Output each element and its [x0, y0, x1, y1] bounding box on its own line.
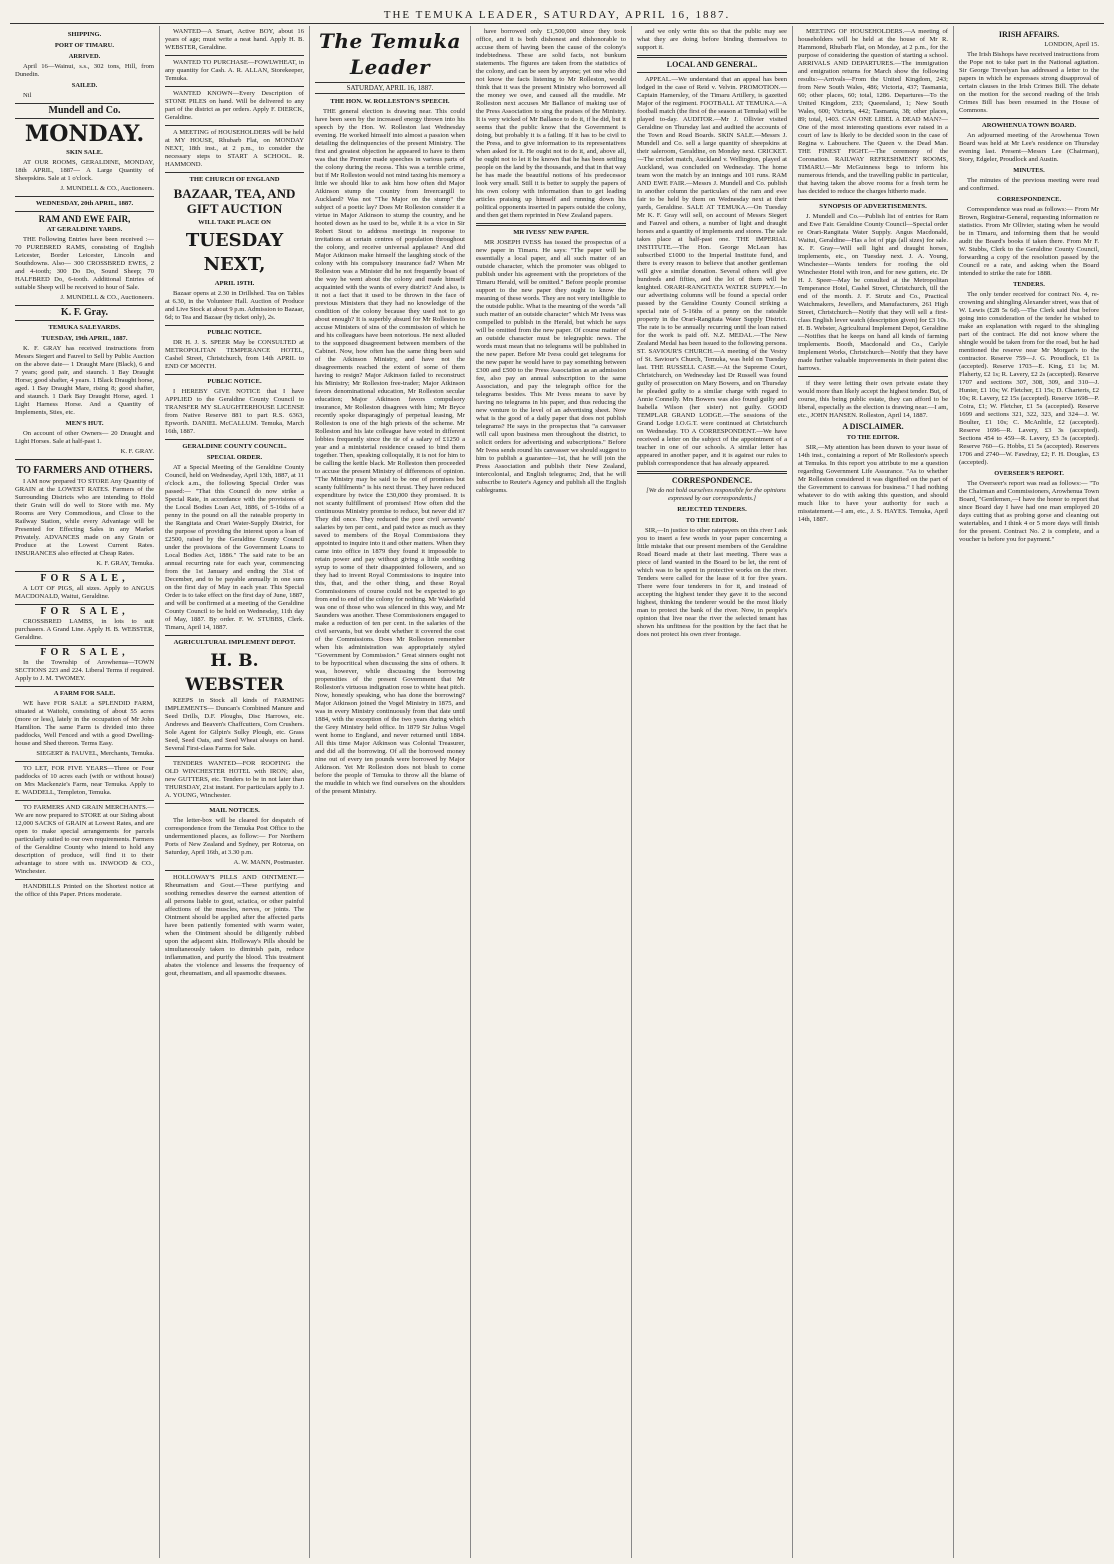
geraldine-yards: AT GERALDINE YARDS.	[46, 226, 123, 233]
householders-meeting-ad: A MEETING of HOUSEHOLDERS will be held at MY HOUSE, Rhubarb Flat, on MONDAY NEXT, 18th inst., at 2 p.m., to consider the necessary steps to START A SCHOOL. R. HAMMOND.	[165, 129, 304, 168]
column-6	[793, 26, 954, 1558]
to-let-text: TO LET, FOR FIVE YEARS—Three or Four paddocks of 10 acres each (with or without house) on Mrs Mackenzie's Farm, near Temuka. Apply to E. WADDELL, Templeton, Temuka.	[15, 765, 154, 796]
local-general-text: APPEAL.—We understand that an appeal has been lodged in the case of Reid v. Velvin. PROMOTION.—Captain Hamersley, of the Timaru Artillery, is gazetted Major of the regiment. FOOTBALL AT TEMUKA.—A football match (the first of the season at Temuka) will be played to-day. AUDITOR.—Mr J. Ollivier visited Geraldine on Thursday last and audited the accounts of the Town and Road Boards. SKIN SALE.—Messrs J. Mundell and Co. sell a large quantity of sheepskins at their saleroom, Geraldine, on Monday next. CRICKET.—The cricket match, Auckland v. Wellington, played at Auckland, was concluded on Wednesday. The home team won the match by an innings and 101 runs. RAM AND EWE FAIR.—Messrs J. Mundell and Co. publish in another column the particulars of the ram and ewe fair to be held by them on Wednesday next at their yards, Geraldine. SALE AT TEMUKA.—On Tuesday Mr K. F. Gray will sell, on account of Messrs Siegert and Fauvel and others, a number of light and draught horses and a quantity of implements and stores. The sale takes place at half-past one. THE IMPERIAL INSTITUTE.—The Hon. George McLean has subscribed £1000 to the Imperial Institute fund, and there is every reason to believe that another gentleman will give a similar donation. Several others will give hundreds and fifties, and the lot of them will be knighted. ORARI-RANGITATA WATER SUPPLY.—In our advertising columns will be found a special order passed by the Geraldine County Council striking a special rate of 5-16ths of a penny on the rateable property in the Orari-Rangitata Water Supply District. The rate is to be annually recurring until the loan raised for the work is paid off. N.Z. MEDAL.—The New Zealand Medal has been issued to the following persons. ST. SAVIOUR'S CHURCH.—A meeting of the Vestry of St. Saviour's Church, Temuka, was held on Tuesday last. THE RUSSELL CASE.—At the Supreme Court, Christchurch, on Wednesday last Dr Russell was found guilty of prosecution on Mary Bowers, and on Thursday he pleaded guilty to a similar charge with regard to Annie Connelly. Mrs Bowers was also found guilty and Isabella Wilson (her sister) not guilty. GOOD TEMPLAR GRAND LODGE.—The sessions of the Grand Lodge I.O.G.T. were continued at Christchurch on Wednesday. TO A CORRESPONDENT.—We have received a letter on the subject of the appointment of a teacher in one of our schools. A similar letter has appeared in another paper, and it is against our rules to publish correspondence that has already appeared.	[637, 76, 787, 467]
ivess-article: MR JOSEPH IVESS has issued the prospectus of a new paper in Timaru. He says: "The paper will be essentially a local paper, and all such matter of an outside character, which the promoter was obliged to publish under his agreement with the proprietors of the Timaru Herald, will be omitted." Before people promise support to the new paper they ought to know the meaning of these words. They are not very intelligible to the outside public. What is the meaning of the words "all such matter of an outside character" which Mr Ivess was compelled to publish in the Herald, but which he says will be omitted from the new paper. Of course matter of an outside character must be telegraphic news. The words must mean that no telegrams will be published in the new paper. Before Mr Ivess could get telegrams for the new paper he would have to pay something between £300 and £500 to the Press Association as an admission fee, also pay an annual subscription to the same Association, and pay the telegraph office for the telegrams besides. This Mr Ivess means to save by having no telegrams in his paper, and thus reducing the new venture to the level of an advertising sheet. Now what is the good of a daily paper that does not publish telegrams? He says in the prospectus that "a canvasser will call upon business men throughout the district, to solicit orders for advertising and subscriptions." Before Mr Ivess sends round his canvasser we should suggest to him to publish a guarantee—1st, that he will join the Press Association and publish their New Zealand, intercolonial, and English telegrams; 2nd, that he will subscribe to Reuter's Agency and publish all the English cablegrams.	[476, 239, 626, 494]
ivess-title: MR IVESS' NEW PAPER.	[513, 229, 589, 236]
skin-sale-signature: J. MUNDELL & CO., Auctioneers.	[60, 185, 154, 192]
public-notice-1-heading: PUBLIC NOTICE.	[207, 329, 262, 336]
farmers-heading: TO FARMERS AND OTHERS.	[16, 465, 153, 476]
mail-notices-heading: MAIL NOTICES.	[209, 807, 260, 814]
bazaar-heading: BAZAAR, TEA, AND GIFT AUCTION	[173, 186, 296, 216]
correspondence-note: [We do not hold ourselves responsible for the opinions expressed by our correspondents.]	[646, 487, 786, 502]
column-4	[471, 26, 632, 1558]
sailed-text: Nil	[23, 92, 32, 99]
town-board-text: An adjourned meeting of the Arowhenua Town Board was held at Mr Lee's residence on Thursday evening last. Present—Messrs Lee (Chairman), Story, Edgeler, Proudlock and Austin.	[959, 132, 1099, 163]
church-heading: THE CHURCH OF ENGLAND	[189, 176, 280, 183]
disclaimer-text: SIR,—My attention has been drawn to your issue of 14th inst., containing a report of Mr Rolleston's speech at Temuka. In this report you attribute to me a question regarding Government Life Assurance. "As to whether Mr Rolleston considered it was dignified on the part of the Government to canvass for business." I had nothing whatever to do with asking this question, and should much like to have your authority for such a misstatement.—I am, etc., J. S. HAYES. Temuka, April 14th, 1887.	[798, 444, 948, 523]
april-19th: APRIL 19TH.	[214, 280, 255, 287]
wanted-boy-ad: WANTED—A Smart, Active BOY, about 16 years of age; must write a neat hand. Apply H. B. WEBSTER, Geraldine.	[165, 28, 304, 51]
farm-sale-text: WE have FOR SALE a SPLENDID FARM, situated at Waitohi, consisting of about 55 acres (more or less), lately in the occupation of Mr John Hamilton. The same Farm is divided into three paddocks, Well Fenced and with a good Dwelling-house and Shed thereon. Terms Easy.	[15, 700, 154, 747]
tuesday-next-heading: TUESDAY NEXT,	[185, 230, 284, 275]
overseer-heading: OVERSEER'S REPORT.	[994, 470, 1064, 477]
columns	[10, 26, 1104, 1558]
overseer-text: The Overseer's report was read as follows:— "To the Chairman and Commissioners, Arowhenua Town Board, "Gentlemen,—I have the honor to report that since Board day I have had one man employed 20 days cutting that as probing gorse and cleaning out watertables, and I think 4 or 5 more days will finish for the present. Contract No. 2 is complete, and a voucher is before you for payment."	[959, 480, 1099, 543]
public-notice-2-text: I HEREBY GIVE NOTICE that I have APPLIED to the Geraldine County Council to TRANSFER MY SLAUGHTERHOUSE LICENSE from Native Reserve 881 to part R.S. 6363, Epworth. DANIEL McCALLUM. Temuka, March 16th, 1887.	[165, 388, 304, 435]
special-order-text: AT a Special Meeting of the Geraldine County Council, held on Wednesday, April 13th, 1887, at 11 o'clock a.m., the following Special Order was passed:— "That this Council do now strike a Special Rate, in accordance with the provisions of the Local Bodies Loan Act, 1886, of 5-16ths of a penny in the pound on all the rateable property in the Rangitata and Orari Water-Supply District, for the purpose of providing the interest upon a loan of £2500, raised by the Geraldine County Council under the provisions of the Government Loans to Local Bodies Act, 1886." The said rate to be an annual recurring rate for each year, commencing from the 1st January and ending the 31st of December, and to be payable annually in one sum on the first day of May in each year. This Special Order is to take effect on the first day of June, 1887, and will be confirmed at a meeting of the Geraldine County Council to be held on Wednesday, 11th day of May, 1887. By order. F. W. STUBBS, Clerk. Timaru, April 14, 1887.	[165, 464, 304, 631]
ram-fair-heading: RAM AND EWE FAIR,	[38, 214, 131, 224]
letter-continued: if they were letting their own private estate they would more than likely accept the highest tender. But, of course, this being public estate, they can afford to be liberal, especially as the election is drawing near.—I am, etc., JOHN HANSEN. Rolleston, April 14, 1887.	[798, 380, 948, 419]
correspondence-heading: CORRESPONDENCE.	[671, 476, 753, 485]
handbills-text: HANDBILLS Printed on the Shortest notice at the office of this Paper. Prices moderate.	[15, 883, 154, 898]
arrived-text: April 16—Wainui, s.s., 302 tons, Hill, from Dunedin.	[15, 63, 154, 78]
column-5	[632, 26, 793, 1558]
tenders-wanted-text: TENDERS WANTED—FOR ROOFING the OLD WINCHESTER HOTEL with IRON; also, new GUTTERS, etc. Tenders to be in not later than THURSDAY, 21st instant. For particulars apply to J. A. YOUNG, Winchester.	[165, 760, 304, 799]
wanted-known-ad: WANTED KNOWN—Every Description of STONE PILES on hand. Will be delivered to any part of the district as per orders. Apply F. DIERCK, Geraldine.	[165, 90, 304, 121]
farmers-signature: K. F. GRAY, Temuka.	[96, 560, 154, 567]
board-correspondence-text: Correspondence was read as follows:— From Mr Brown, Registrar-General, requesting information re statistics. From Mr Ollivier, stating when he would be in Timaru, and informing them that he would audit the Board's books if taken there. From Mr F. W. Stubbs, Clerk to the Geraldine County Council, forwarding a copy of the resolution passed by the Council re a rate, and asking when the Board intended to strike the rate for 1888.	[959, 206, 1099, 277]
mail-notices-text: The letter-box will be cleared for despatch of correspondence from the Temuka Post Office to the undermentioned places, as follow:— For Northern Ports of New Zealand and Sydney, per Rotorua, on Saturday, April 16th, at 3.30 p.m.	[165, 817, 304, 856]
skin-sale-text: AT OUR ROOMS, GERALDINE, MONDAY, 18th APRIL, 1887— A Large Quantity of Sheepskins. Sale at 1 o'clock.	[15, 159, 154, 182]
rejected-tenders-letter: SIR,—In justice to other ratepayers on this river I ask you to insert a few words in your paper concerning a little mistake that our present members of the Geraldine Road Board made at their last meeting. There was a piece of land wanted in the Board to be let, the rent of which was to be spent in protective works on the river. Tenders were called for the lease of it for five years. There were four tenderers in for it, and instead of accepting the highest tender they gave it to the second highest, thinking the tenderer would be the most likely man to protect the bank of the river. Now, in people's opinion that live near the river the selected tenant has shown his unfitness for the position by the fact that he does not protect his own river frontage.	[637, 527, 787, 638]
shipping-title: SHIPPING.	[67, 31, 102, 38]
column-2	[160, 26, 310, 1558]
board-correspondence-heading: CORRESPONDENCE.	[996, 196, 1062, 203]
webster-text: KEEPS in Stock all kinds of FARMING IMPLEMENTS— Duncan's Combined Manure and Seed Drills, D.F. Ploughs, Disc Harrows, etc. Andrews and Beaven's Chaffcutters, Corn Crushers. Sole Agent for Gilpin's Sulky Plough, etc. Grass Seed, Seed Oats, and Seed Wheat always on hand. Several First-class Farms for Sale.	[165, 697, 304, 752]
saleyards-heading: TEMUKA SALEYARDS.	[48, 324, 121, 331]
masthead: The Temuka Leader	[319, 29, 461, 79]
for-sale-3-heading: FOR SALE,	[40, 647, 129, 658]
mens-hut-text: On account of other Owners— 20 Draught and Light Horses. Sale at half-past 1.	[15, 430, 154, 445]
irish-affairs-text: The Irish Bishops have received instructions from the Pope not to take part in the National agitation. Sir George Trevelyan has addressed a letter to the papers in which he expresses strong disapproval of certain clauses in the Irish Crimes Bill. The debate on the motion for the second reading of the Irish Crimes Bill has been resumed in the House of Commons.	[959, 51, 1099, 114]
column-7	[954, 26, 1104, 1558]
holloway-ad: HOLLOWAY'S PILLS AND OINTMENT.—Rheumatism and Gout.—These purifying and soothing remedies deserve the earnest attention of all persons liable to gout, sciatica, or other painful affections of the muscles, nerves, or joints. The Ointment should be applied after the affected parts have been patiently fomented with warm water, when the Ointment should be diligently rubbed upon the adjacent skin. Holloway's Pills should be simultaneously taken to diminish pain, reduce inflammation, and purify the blood. This treatment abates the violence and lessens the frequency of gout, rheumatism, and all spasmodic diseases.	[165, 874, 304, 977]
for-sale-1-text: A LOT OF PIGS, all sizes. Apply to ANGUS MACDONALD, Waitui, Geraldine.	[15, 585, 154, 600]
gray-firm: K. F. Gray.	[60, 307, 109, 318]
ram-fair-text: THE Following Entries have been received :— 70 PUREBRED RAMS, consisting of English Leicester, Border Leicester, Lincoln and Southdowns. Also— 300 CROSSBRED EWES, 2 and 4-tooth; 300 Do Do, Sound Sheep; 70 HALFBRED Do, 6-tooth. Additional Entries of suitable Sheep will be received to hour of Sale.	[15, 236, 154, 291]
for-sale-1-heading: FOR SALE,	[40, 573, 129, 584]
synopsis-text: J. Mundell and Co.—Publish list of entries for Ram and Ewe Fair. Geraldine County Council—Special order re Orari-Rangitata Water Supply. Angus Macdonald, Waitui, Geraldine—Has a lot of pigs (all sizes) for sale. K. F. Gray—Will sell light and draught horses, implements, etc., on Tuesday next. J. A. Young, Winchester—Wants tenders for roofing the old Winchester Hotel with iron, and for new gutters, etc. Dr H. J. Speer—May be consulted at the Metropolitan Temperance Hotel, Cashel Street, Christchurch, till the end of the month. J. F. Strutz and Co., Practical Watchmakers, Jewellers, and Manufacturers, 261 High Street, Christchurch—Notify that they will sell a first-class English lever watch (description given) for £3 10s. H. B. Webster, Agricultural Implement Depot, Geraldine—Notifies that he keeps on hand all kinds of farming implements. Booth, Macdonald and Co., Carlyle Implement Works, Christchurch—Notify that they have made further valuable improvements in their patent disc harrows.	[798, 213, 948, 372]
webster-heading: H. B. WEBSTER	[185, 651, 284, 695]
will-take-place: WILL TAKE PLACE ON	[198, 219, 271, 226]
sailed-heading: SAILED.	[71, 82, 98, 89]
minutes-heading: MINUTES.	[1013, 167, 1045, 174]
to-editor-heading: TO THE EDITOR.	[685, 517, 739, 524]
board-tenders-heading: TENDERS.	[1013, 281, 1045, 288]
port-title: PORT OF TIMARU.	[54, 42, 115, 49]
for-sale-3-text: In the Township of Arowhenua—TOWN SECTIONS 223 and 224. Liberal Terms if required. Apply to J. M. TWOMEY.	[15, 659, 154, 682]
mail-notices-signature: A. W. MANN, Postmaster.	[233, 859, 304, 866]
special-order-heading: SPECIAL ORDER.	[206, 454, 263, 461]
ram-fair-signature: J. MUNDELL & CO., Auctioneers.	[60, 294, 154, 301]
farmers-text: I AM now prepared TO STORE Any Quantity of GRAIN at the LOWEST RATES. Farmers of the Surrounding Districts who are intending to Hold their Grain will do well to Store with me. My Rooms are Very Commodious, and Close to the Railway Station, while every Advantage will be Presented for Effecting Sales in any Market Privately. ADVANCES made on any Grain or Produce at the Lowest Current Rates. INSURANCES also effected at Cheap Rates.	[15, 478, 154, 557]
mens-hut-signature: K. F. GRAY.	[120, 448, 154, 455]
column-1	[10, 26, 160, 1558]
tuesday-heading: TUESDAY, 19th APRIL, 1887.	[41, 335, 128, 342]
ivess-continued: and we only write this so that the public may see what they are doing before binding themselves to support it.	[637, 28, 787, 51]
wanted-purchase-ad: WANTED TO PURCHASE—FOWLWHEAT, in any quantity for Cash. A. R. ALLAN, Storekeeper, Temuka.	[165, 59, 304, 82]
agricultural-depot-heading: AGRICULTURAL IMPLEMENT DEPOT.	[173, 639, 296, 646]
rolleston-title: THE HON. W. ROLLESTON'S SPEECH.	[330, 98, 450, 105]
local-general-heading: LOCAL AND GENERAL.	[666, 60, 758, 69]
town-board-heading: AROWHENUA TOWN BOARD.	[981, 122, 1077, 129]
synopsis-heading: SYNOPSIS OF ADVERTISEMENTS.	[819, 203, 927, 210]
gray-sale-text: K. F. GRAY has received instructions from Messrs Siegert and Fauvel to Sell by Public Auction on the above date— 1 Draught Mare (Black), 6 and 7 years; good pair, and staunch. 1 Bay Draught Horse; good shafter, 4 years. 1 Black Draught horse, aged. 1 Bay Draught Mare, rising 8; good shafter, and staunch. 1 Dark Bay Draught Horse, aged. 1 Light Harness Horse. And a Quantity of Implements, Sties, etc.	[15, 345, 154, 416]
rejected-tenders-heading: REJECTED TENDERS.	[677, 506, 747, 513]
issue-date: SATURDAY, APRIL 16, 1887.	[315, 82, 465, 94]
board-tenders-text: The only tender received for contract No. 4, re-crowning and shingling Alexander street, was that of W. Lewis (£28 5s 6d).—The Clerk said that before going into consideration of the tender he wished to make an explanation with regard to the shingling part of the contract. He did not know where the shingle would be taken from for the road, but he had mentioned the reserve near Mr Morgan's to the contractor. Reserve 759—J. G. Proudlock, £1 1s (accepted). Reserve 1703—E. King, £1 1s; M. Flaherty, £2 1s; R. Lavery, £2 2s (accepted). Reserve 1707 and sections 307, 308, 309, and 310—J. Hunter, £1 10s; W. Fletcher, £1 15s; D. Charteris, £2 10s; R. Lavery, £2 15s (accepted). Reserve 1698—P. Coira, £1; W. Fletcher, £1 5s (accepted). Reserve 1699 and sections 321, 322, 323, and 324—J. W. Boulter, £1 10s; C. McAnlitle, £2 (accepted). Reserve 1696—R. Lavery, £3 3s (accepted). Sections 454 to 459—R. Lavery, £3 3s (accepted). Reserve 760—G. Hobbs, £1 5s (accepted). Reserves 1706 and 2740—W. Fawdray, £2; F. H. Douglas, £3 (accepted).	[959, 291, 1099, 466]
for-sale-2-heading: FOR SALE,	[40, 606, 129, 617]
farm-sale-signature: SIEGERT & FAUVEL, Merchants, Temuka.	[36, 750, 154, 757]
monday-heading: MONDAY.	[24, 121, 145, 147]
public-notice-1-text: DR H. J. S. SPEER May be CONSULTED at METROPOLITAN TEMPERANCE HOTEL, Cashel Street, Christchurch, from 14th APRIL to END OF MONTH.	[165, 339, 304, 370]
council-heading: GERALDINE COUNTY COUNCIL.	[182, 443, 287, 450]
grain-merchants-text: TO FARMERS AND GRAIN MERCHANTS.—We are now prepared to STORE at our Siding about 12,000 SACKS of GRAIN at Lowest Rates, and are open to make special arrangements for parcels particularly suited to our own requirements. Farmers of the Geraldine County who intend to hold any description of produce, will find it to their advantage to store with us. INWOOD & CO., Winchester.	[15, 804, 154, 875]
running-head: THE TEMUKA LEADER, SATURDAY, APRIL 16, 1887.	[10, 6, 1104, 24]
minutes-text: The minutes of the previous meeting were read and confirmed.	[959, 177, 1099, 192]
rolleston-continued: have borrowed only £1,500,000 since they took office, and it is both dishonest and dishonorable to accuse them of having been the cause of the colony's indebtedness. These are solid facts, not bunkum statements. The figures are taken from the statistics of the colony, and can be seen by anyone; yet one who did not know the facts listening to Mr Rolleston, would think that it was the present Ministry who borrowed all the money we owe, and caused all the muddle. Mr Rolleston next accuses Mr Ballance of making use of the Press Association to sing the praises of the Ministry. It is very wicked of Mr Ballance to do it, if he did, but it seems that the public know that the Government is doing, but probably it is a failing. If it has to be civil to the Press, and to give information to its representatives when asked for it. He ought not to do it, and, above all, he ought not to let it be known that he has been settling people on the land by the thousands, and that in that way he has made the beautiful notions of his predecessor look very small. Still it is better to supply the papers of his own colony with information than to get leading articles praising up himself and running down his political opponents inserted in papers outside the colony, and then get them reprinted in New Zealand papers.	[476, 28, 626, 219]
disclaimer-heading: A DISCLAIMER.	[842, 422, 904, 431]
wednesday-heading: WEDNESDAY, 20th APRIL, 1887.	[35, 200, 134, 207]
arrived-heading: ARRIVED.	[68, 53, 101, 60]
skin-sale-heading: SKIN SALE.	[66, 149, 103, 156]
public-notice-2-heading: PUBLIC NOTICE.	[207, 378, 262, 385]
column-3	[310, 26, 471, 1558]
mundell-firm: Mundell and Co.	[48, 105, 121, 116]
local-news-continued: MEETING OF HOUSEHOLDERS.—A meeting of householders will be held at the house of Mr R. Hammond, Rhubarb Flat, on Monday, at 2 p.m., for the purpose of considering the question of starting a school. ARRIVALS AND DEPARTURES.—The immigration and emigration returns for March show the following results:—Arrivals—From the United Kingdom, 243; from New South Wales, 486; Victoria, 437; Tasmania, 60; other places, 60; total, 1286. Departures—To the United Kingdom, 233; Queensland, 1; New South Wales, 600; Victoria, 442; Tasmania, 38; other places, 89; total, 1403. CAN ONE LIBEL A DEAD MAN?—One of the most interesting questions ever raised in a court of law is likely to be decided soon in the case of Regina v. Labouchere. The Queen v. the Dead Man. THE FINEST FIGHT.—The ceremony of the Coronation. RAILWAY REFRESHMENT ROOMS, TIMARU.—Mr McGuinness begs to inform his numerous friends, and the travelling public in particular, that having taken the above rooms for a fresh term he has decided to reduce the charges hitherto made.	[798, 28, 948, 195]
irish-dateline: LONDON, April 15.	[1044, 41, 1099, 48]
farm-sale-heading: A FARM FOR SALE.	[53, 690, 116, 697]
disclaimer-to-editor: TO THE EDITOR.	[846, 434, 900, 441]
rolleston-article: THE general election is drawing near. This could have been seen by the increased energy thrown into his speech by the Hon. W. Rolleston last Wednesday evening. He worked himself into almost a passion when detailing the delinquencies of the present Ministry. The first and greatest objection he appeared to have to them was that the Premier made speeches in various parts of the colony during the recess. This was a terrible crime, but if Mr Rolleston would not mind taxing his memory a little we should like to ask him how often did Major Atkinson stump the country from Invercargill to Auckland? Was not "The Major on the stump" the subject of a poetic lay? Does Mr Rolleston consider it a virtue in Major Atkinson to stump the country, and he hooted down as he used to be, while it is a vice in Sir Robert Stout to address meetings in response to invitations at certain centres of population throughout the colony, and receive universal applause? And did Major Atkinson make himself the laughing stock of the colony with his compulsory insurance fad? When Mr Rolleston was a Minister did he not frequently boast of the way he went about the colony and made himself acquainted with the wants of every district? And also, is it not a fact that it used to be thrown in the face of previous Ministers that they had no knowledge of the condition of the colony because they used not to go about enough? It is superbly absurd for Mr Rolleston to accuse Ministers of sins of the commission of which he and his colleagues have been notorious. He next alluded to the supposed disagreement between members of the Cabinet. Now, how often has the same thing been said of the Atkinson Ministry, and have not the disagreements reached the extent of some of them having to resign? Major Atkinson failed to reconstruct his Ministry; Mr Rolleston free-trader; Major Atkinson favors denominational education, Mr Rolleston secular education; Major Atkinson favors compulsory insurance, Mr Rolleston disagrees with him; Mr Bryce recently spoke disparagingly of perpetual leasing, Mr Rolleston is one of the high priests of the scheme. Mr Rolleston and his late colleague have voted in different lobbies frequently since the tie of a salary of £1250 a year and a ministerial residence ceased to bind them together. Then, speaking colloquially, it is not for him to be calling the kettle black. Mr Rolleston then proceeded to accuse the present Ministry of differences of opinion. "The Ministry may be said to be one of promises but scanty fulfilments" is his next thrust. They have reduced expenditure by twice the £30,000 they promised. It is not scanty fulfillment of promises! How often did the continuous Ministry promise to reduce, but never did it? They did once. They reduced the poor civil servants' salaries by ten per cent., and paid twice as much as they saved to members of the Royal Commissions they appointed to inquire into it and other matters. When they came into office in 1879 they found it impossible to retain power and pay without giving a little soothing syrup to some of their disappointed followers, and so they had to invent Royal Commissions to inquire into this, that, and the other thing, and these Royal Commissioners of course could not be expected to go from end to end of the colony for nothing. Mr Wakefield was one of those who was silenced in this way, and Mr Saunders was another. These Commissioners engaged to make a reduction of ten per cent. in the salaries of the civil servants, but we doubt whether it covered the cost of the Commissions. Does Mr Rolleston remember when his administration was appropriately styled "Government by Commission." Great sinners ought not to be hypocritical when discussing the sins of others. It was, however, while discussing the borrowing propensities of the present Government that Mr Rolleston's virtuous indignation rose to white heat pitch. Now, honestly speaking, who has done the borrowing? Major Atkinson joined the Vogel Ministry in 1875, and was in every Ministry continuously from that date until 1884, with the exception of the two years during which the Grey Ministry held office. In 1879 Sir Julius Vogel went home to England, and never returned until 1884. All this time Major Atkinson was Colonial Treasurer, and did all the borrowing. Of all the borrowed money nine out of every ten pounds were borrowed by Major Atkinson. Yet Mr Rolleston does not blush to come before the people of Temuka to throw all the blame of the muddle in which we find ourselves on the shoulders of the present Ministry.	[315, 108, 465, 795]
irish-affairs-heading: IRISH AFFAIRS.	[998, 30, 1060, 39]
bazaar-text: Bazaar opens at 2.30 in Drillshed. Tea on Tables at 6.30, in the Volunteer Hall. Auction of Produce and Live Stock at about 9 p.m. Admission to Bazaar, 6d; to Tea and Bazaar (by ticket only), 2s.	[165, 290, 304, 321]
mens-hut-heading: MEN'S HUT.	[65, 420, 104, 427]
for-sale-2-text: CROSSBRED LAMBS, in lots to suit purchasers. A Grand Line. Apply H. B. WEBSTER, Geraldine.	[15, 618, 154, 641]
